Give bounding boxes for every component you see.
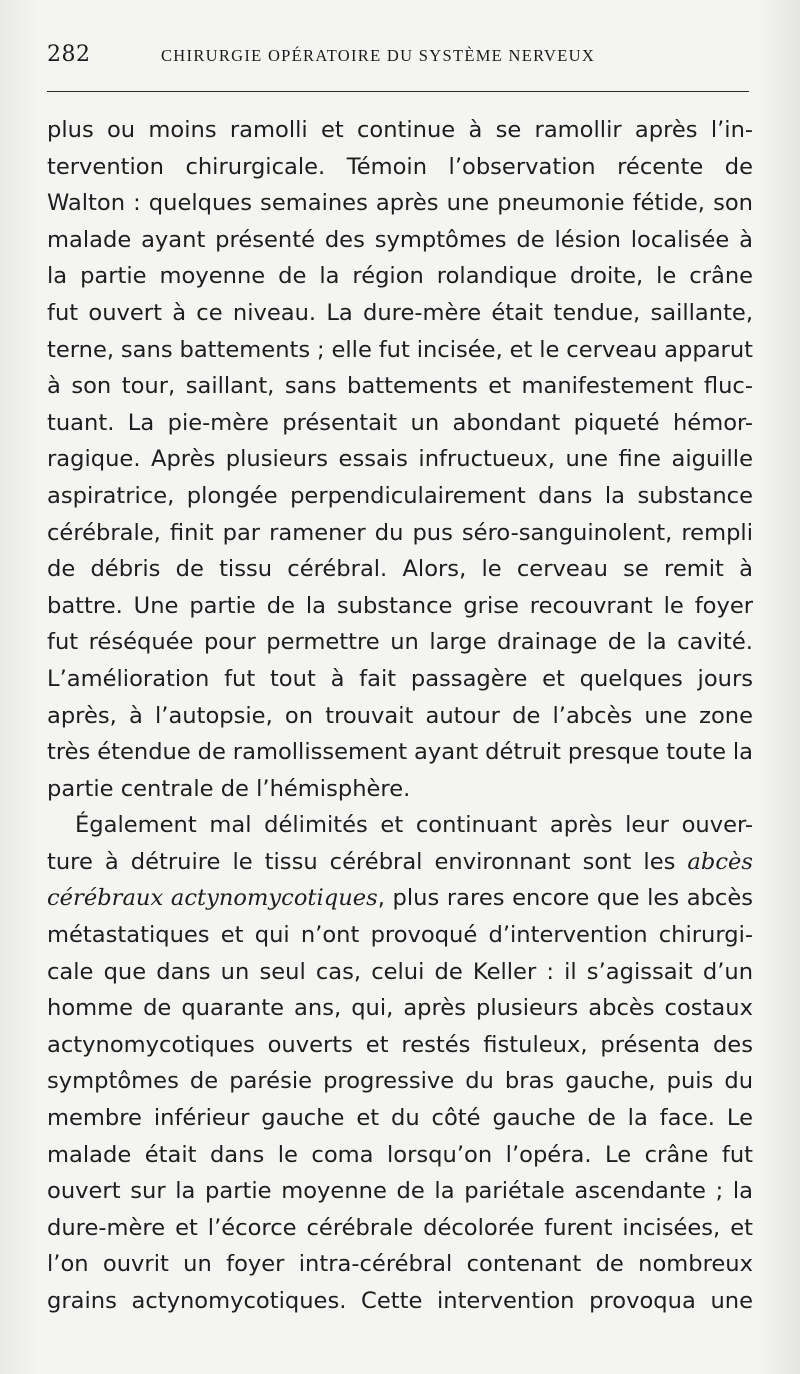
- text-line: après, à l’autopsie, on trouvait autour de l’abcès une zone: [47, 702, 753, 729]
- text-line: à son tour, saillant, sans battements et manifestement fluc-: [47, 373, 754, 400]
- text-line: de débris de tissu cérébral. Alors, le cerveau se remit à: [47, 556, 753, 583]
- text-line: membre inférieur gauche et du côté gauche de la face. Le: [47, 1105, 753, 1132]
- text-line: plus ou moins ramolli et continue à se ramollir après l’in-: [47, 117, 754, 143]
- italic-term: cérébraux actynomycotiques: [47, 885, 378, 912]
- text-line: cérébraux actynomycotiques, plus rares encore que les abcès: [47, 885, 754, 912]
- page-number: 282: [47, 42, 91, 67]
- text-line: ragique. Après plusieurs essais infructueux, une fine aiguille: [47, 446, 753, 473]
- text-line: ouvert sur la partie moyenne de la pariétale ascendante ; la: [47, 1178, 753, 1205]
- text-line: fut réséquée pour permettre un large drainage de la cavité.: [47, 629, 753, 656]
- text-line: la partie moyenne de la région rolandique droite, le crâne: [47, 263, 754, 290]
- text-line: cale que dans un seul cas, celui de Keller : il s’agissait d’un: [47, 958, 754, 985]
- text-line: cérébrale, finit par ramener du pus séro-sanguinolent, rempli: [47, 519, 753, 546]
- text-line: grains actynomycotiques. Cette intervention provoqua une: [47, 1288, 753, 1314]
- text-line: tuant. La pie-mère présentait un abondant piqueté hémor-: [47, 409, 754, 436]
- text-line: tervention chirurgicale. Témoin l’observation récente de: [47, 153, 754, 180]
- header-rule: [47, 91, 749, 92]
- text-line: très étendue de ramollissement ayant détruit presque toute la: [47, 739, 753, 766]
- text-line: dure-mère et l’écorce cérébrale décolorée furent incisées, et: [47, 1214, 753, 1241]
- text-line: Walton : quelques semaines après une pneumonie fétide, son: [47, 190, 753, 217]
- text-line: battre. Une partie de la substance grise recouvrant le foyer: [47, 592, 754, 619]
- text-line: ture à détruire le tissu cérébral environnant sont les abcès: [47, 848, 753, 875]
- text-line: partie centrale de l’hémisphère.: [47, 775, 411, 802]
- text-line: fut ouvert à ce niveau. La dure-mère était tendue, saillante,: [47, 299, 754, 326]
- text-line: malade était dans le coma lorsqu’on l’opéra. Le crâne fut: [47, 1141, 754, 1168]
- page-header: [47, 42, 753, 70]
- text-line: terne, sans battements ; elle fut incisée, et le cerveau apparut: [47, 336, 754, 363]
- text-line: L’amélioration fut tout à fait passagère et quelques jours: [47, 665, 754, 692]
- body-text: [47, 112, 753, 1320]
- text-line: malade ayant présenté des symptômes de lésion localisée à: [47, 226, 753, 253]
- text-line: homme de quarante ans, qui, après plusieurs abcès costaux: [47, 995, 753, 1022]
- text-line: aspiratrice, plongée perpendiculairement dans la substance: [47, 482, 753, 509]
- text-line: métastatiques et qui n’ont provoqué d’intervention chirurgi-: [47, 922, 754, 949]
- text-line: symptômes de parésie progressive du bras gauche, puis du: [47, 1068, 754, 1095]
- text-line: Également mal délimités et continuant après leur ouver-: [75, 812, 754, 839]
- running-title: CHIRURGIE OPÉRATOIRE DU SYSTÈME NERVEUX: [161, 46, 596, 65]
- text-line: l’on ouvrit un foyer intra-cérébral contenant de nombreux: [47, 1251, 753, 1278]
- italic-term: abcès: [687, 848, 753, 875]
- text-line: actynomycotiques ouverts et restés fistuleux, présenta des: [47, 1031, 753, 1058]
